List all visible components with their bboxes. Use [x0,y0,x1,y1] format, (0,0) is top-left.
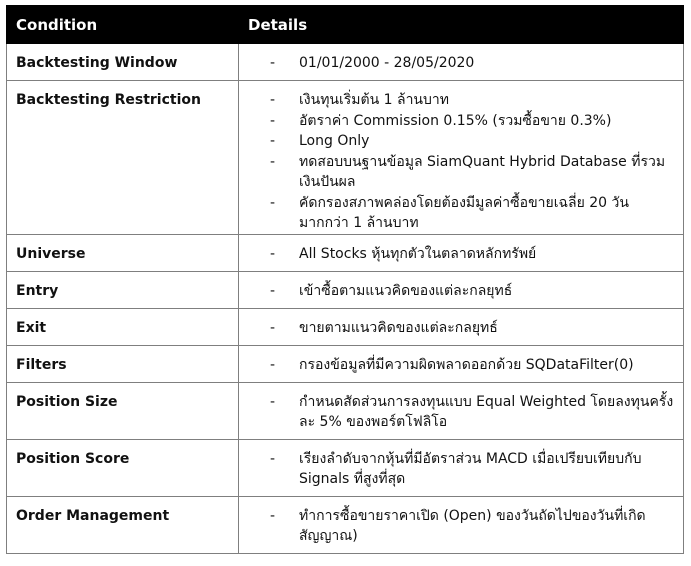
detail-text: Long Only [299,133,370,149]
dash-bullet: - [270,92,276,108]
details-cell [239,234,684,271]
details-cell [239,439,684,496]
condition-cell: Position Size [7,382,239,439]
table-body [7,44,684,554]
table-row [7,308,684,345]
detail-item [270,131,675,152]
detail-text: เรียงลำดับจากหุ้นที่มีอัตราส่วน MACD เมื่อเปรียบเทียบกับ Signals ที่สูงที่สุด [299,450,642,487]
table-row [7,439,684,496]
header-details: Details [239,6,684,44]
table-row [7,496,684,553]
details-cell [239,308,684,345]
dash-bullet: - [270,112,276,129]
table-row [7,81,684,235]
condition-cell: Backtesting Restriction [7,81,239,235]
detail-item [270,355,675,376]
details-cell [239,81,684,235]
table-row [7,234,684,271]
details-list [270,392,675,433]
table-row [7,271,684,308]
detail-item [270,53,675,74]
details-list [270,244,675,265]
header-condition: Condition [7,6,239,44]
condition-cell: Filters [7,345,239,382]
dash-bullet: - [270,55,276,71]
condition-cell: Backtesting Window [7,44,239,81]
detail-item [270,281,675,302]
detail-text: กำหนดสัดส่วนการลงทุนแบบ Equal Weighted โดยลงทุนครั้งละ 5% ของพอร์ตโฟลิโอ [299,393,674,430]
dash-bullet: - [270,507,276,524]
detail-text: กรองข้อมูลที่มีความผิดพลาดออกด้วย SQDataFilter(0) [299,356,634,373]
detail-text: All Stocks หุ้นทุกตัวในตลาดหลักทรัพย์ [299,245,537,262]
detail-text: เงินทุนเริ่มต้น 1 ล้านบาท [299,92,449,108]
table-row [7,382,684,439]
details-list [270,506,675,547]
dash-bullet: - [270,194,276,211]
detail-item [270,111,675,132]
details-list [270,449,675,490]
details-list [270,90,675,234]
detail-item [270,449,675,490]
table-row [7,44,684,81]
detail-item [270,90,675,111]
condition-cell: Position Score [7,439,239,496]
condition-cell: Entry [7,271,239,308]
dash-bullet: - [270,450,276,467]
condition-cell: Order Management [7,496,239,553]
detail-item [270,506,675,547]
details-cell [239,271,684,308]
detail-text: 01/01/2000 - 28/05/2020 [299,55,475,71]
dash-bullet: - [270,153,276,170]
details-cell [239,496,684,553]
detail-text: อัตราค่า Commission 0.15% (รวมซื้อขาย 0.3%) [299,112,612,129]
details-list [270,318,675,339]
dash-bullet: - [270,133,276,149]
detail-item [270,152,675,193]
details-list [270,53,675,74]
detail-text: ทำการซื้อขายราคาเปิด (Open) ของวันถัดไปของวันที่เกิดสัญญาณ) [299,507,646,544]
condition-cell: Universe [7,234,239,271]
details-list [270,281,675,302]
detail-item [270,244,675,265]
dash-bullet: - [270,245,276,262]
detail-text: ทดสอบบนฐานข้อมูล SiamQuant Hybrid Database ที่รวมเงินปันผล [299,153,666,190]
details-cell [239,345,684,382]
table-row [7,345,684,382]
detail-item [270,318,675,339]
dash-bullet: - [270,356,276,373]
details-cell [239,44,684,81]
details-list [270,355,675,376]
dash-bullet: - [270,393,276,410]
detail-item [270,193,675,234]
detail-text: คัดกรองสภาพคล่องโดยต้องมีมูลค่าซื้อขายเฉลี่ย 20 วัน มากกว่า 1 ล้านบาท [299,194,629,231]
table-header-row [7,6,684,44]
dash-bullet: - [270,282,276,299]
condition-cell: Exit [7,308,239,345]
detail-item [270,392,675,433]
details-cell [239,382,684,439]
backtest-conditions-table [6,5,684,554]
dash-bullet: - [270,319,276,336]
detail-text: เข้าซื้อตามแนวคิดของแต่ละกลยุทธ์ [299,282,513,299]
detail-text: ขายตามแนวคิดของแต่ละกลยุทธ์ [299,319,498,336]
